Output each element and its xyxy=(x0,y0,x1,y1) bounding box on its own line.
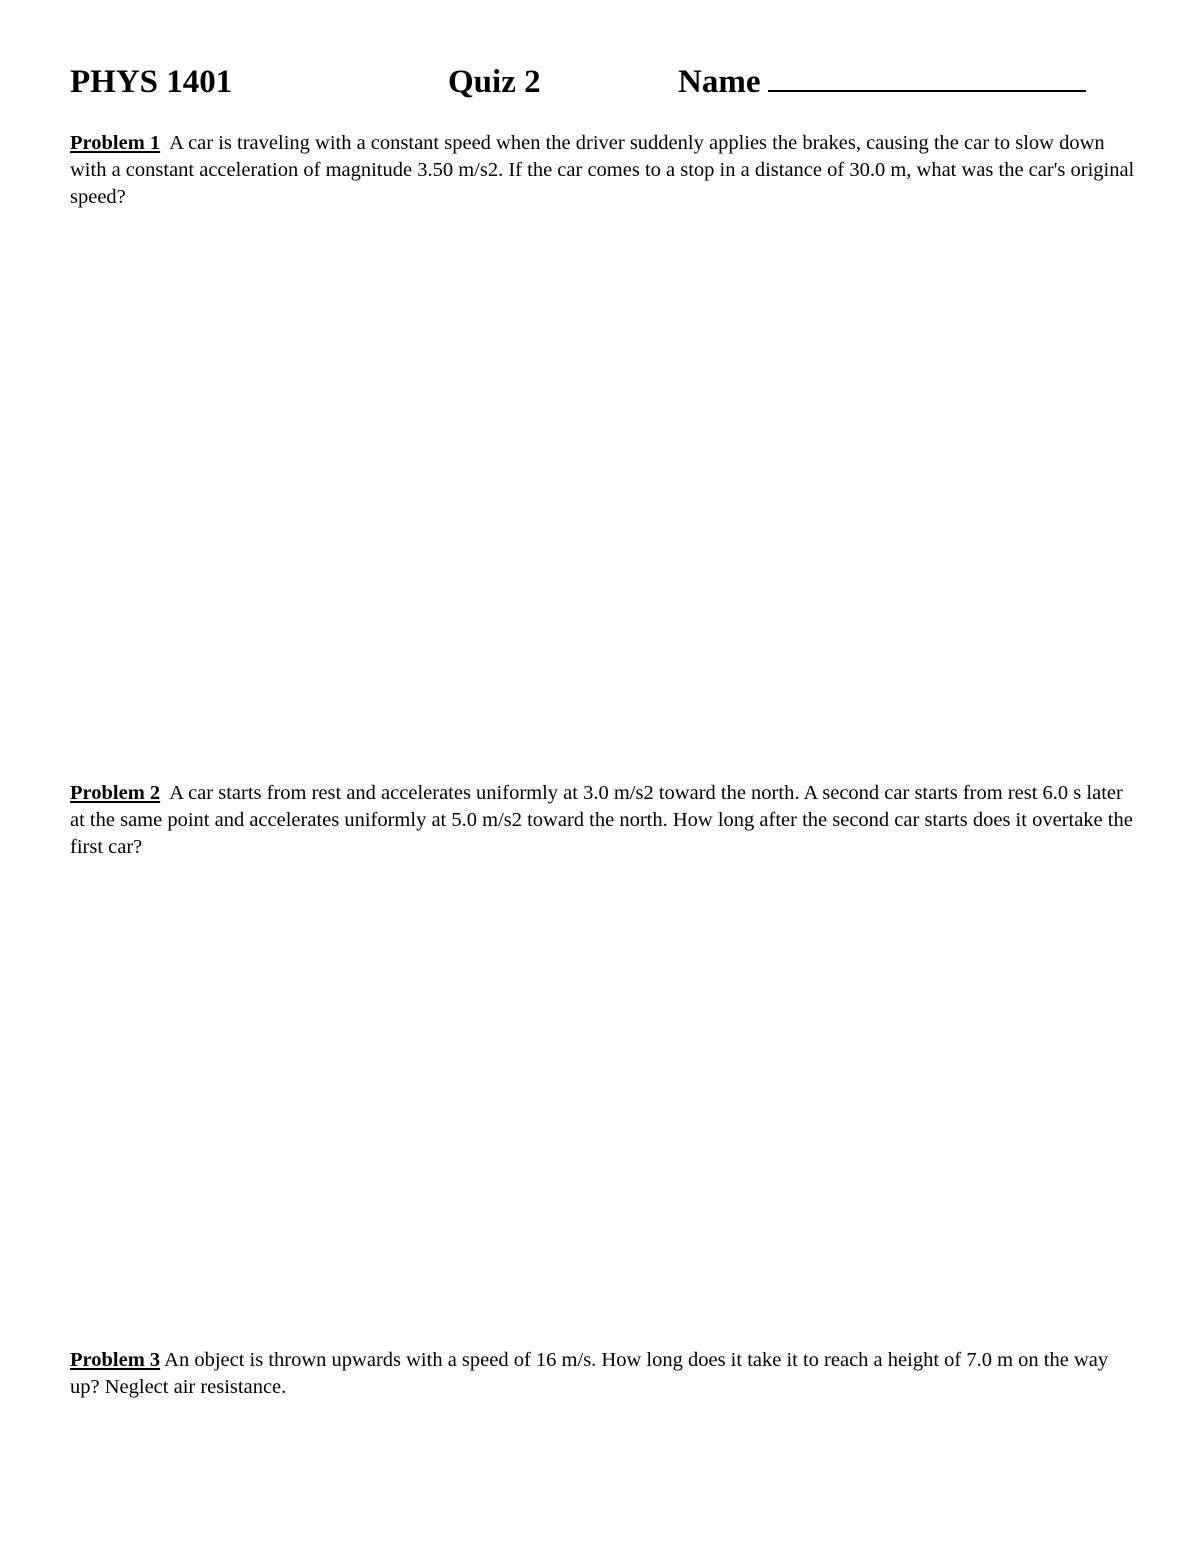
quiz-header xyxy=(70,60,1130,104)
problem-3-label: Problem 3 xyxy=(70,1349,161,1371)
problem-1-text: A car is traveling with a constant speed when the driver suddenly applies the brakes, causing the car to slow down with a constant acceleration of magnitude 3.50 m/s2. If the car comes to a stop in a distance of 30.0 m, what was the car's original speed? xyxy=(70,132,1135,208)
name-label: Name xyxy=(678,64,761,100)
problem-1-label: Problem 1 xyxy=(70,132,161,154)
problem-2 xyxy=(70,780,1135,861)
name-field-group xyxy=(678,60,1086,104)
course-title: PHYS 1401 xyxy=(70,64,233,100)
name-blank-line[interactable] xyxy=(768,60,1086,92)
problem-2-text: A car starts from rest and accelerates uniformly at 3.0 m/s2 toward the north. A second car starts from rest 6.0 s later at the same point and accelerates uniformly at 5.0 m/s2 toward the north. How long after the second car starts does it overtake the first car? xyxy=(70,782,1133,858)
problem-2-label: Problem 2 xyxy=(70,782,161,804)
problem-3 xyxy=(70,1347,1135,1401)
quiz-title: Quiz 2 xyxy=(448,64,541,100)
problem-1 xyxy=(70,130,1135,211)
problem-3-text: An object is thrown upwards with a speed of 16 m/s. How long does it take it to reach a height of 7.0 m on the way up? Neglect air resistance. xyxy=(70,1349,1109,1398)
